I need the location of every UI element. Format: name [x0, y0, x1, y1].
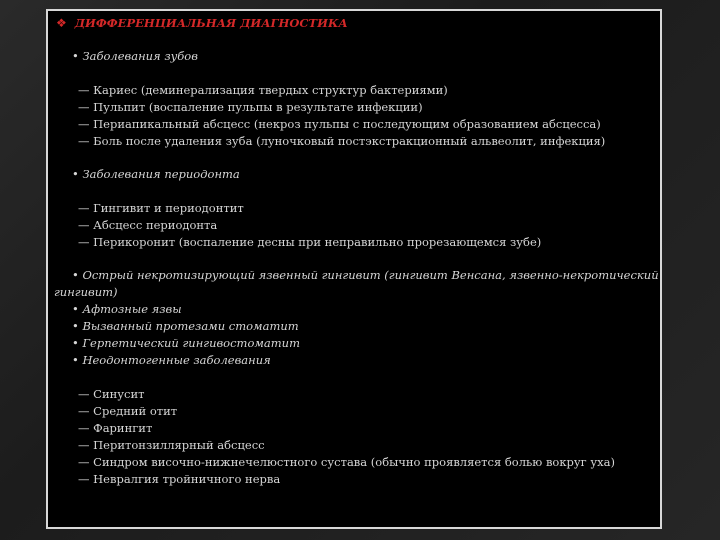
list-item: • Вызванный протезами стоматит [72, 319, 299, 333]
list-item: — Кариес (деминерализация твердых структур бактериями) [78, 83, 448, 97]
list-item: • Неодонтогенные заболевания [72, 353, 271, 367]
list-item: — Пульпит (воспаление пульпы в результате инфекции) [78, 100, 423, 114]
list-item: • Герпетический гингивостоматит [72, 336, 300, 350]
section-heading-dental: • Заболевания зубов [72, 49, 198, 63]
list-item: — Средний отит [78, 404, 178, 418]
list-item: — Гингивит и периодонтит [78, 201, 244, 215]
title-row [56, 15, 348, 31]
list-item: — Абсцесс периодонта [78, 218, 218, 232]
list-item: — Перикоронит (воспаление десны при неправильно прорезающемся зубе) [78, 235, 542, 249]
list-item: — Периапикальный абсцесс (некроз пульпы с последующим образованием абсцесса) [78, 117, 601, 131]
list-item: — Синдром височно-нижнечелюстного сустава (обычно проявляется болью вокруг уха) [78, 455, 615, 469]
diamond-bullet-icon: ❖ [56, 16, 67, 30]
slide-frame [46, 9, 662, 529]
list-item: • Афтозные язвы [72, 302, 182, 316]
list-item: — Боль после удаления зуба (луночковый постэкстракционный альвеолит, инфекция) [78, 134, 606, 148]
list-item: — Фарингит [78, 421, 153, 435]
section-heading-anug: • Острый некротизирующий язвенный гингивит (гингивит Венсана, язвенно-некротический [72, 268, 659, 282]
list-item: — Перитонзиллярный абсцесс [78, 438, 265, 452]
list-item: — Синусит [78, 387, 145, 401]
section-heading-anug-cont: гингивит) [54, 285, 118, 299]
slide-title: ДИФФЕРЕНЦИАЛЬНАЯ ДИАГНОСТИКА [74, 16, 348, 30]
list-item: — Невралгия тройничного нерва [78, 472, 281, 486]
section-heading-periodontal: • Заболевания периодонта [72, 167, 240, 181]
